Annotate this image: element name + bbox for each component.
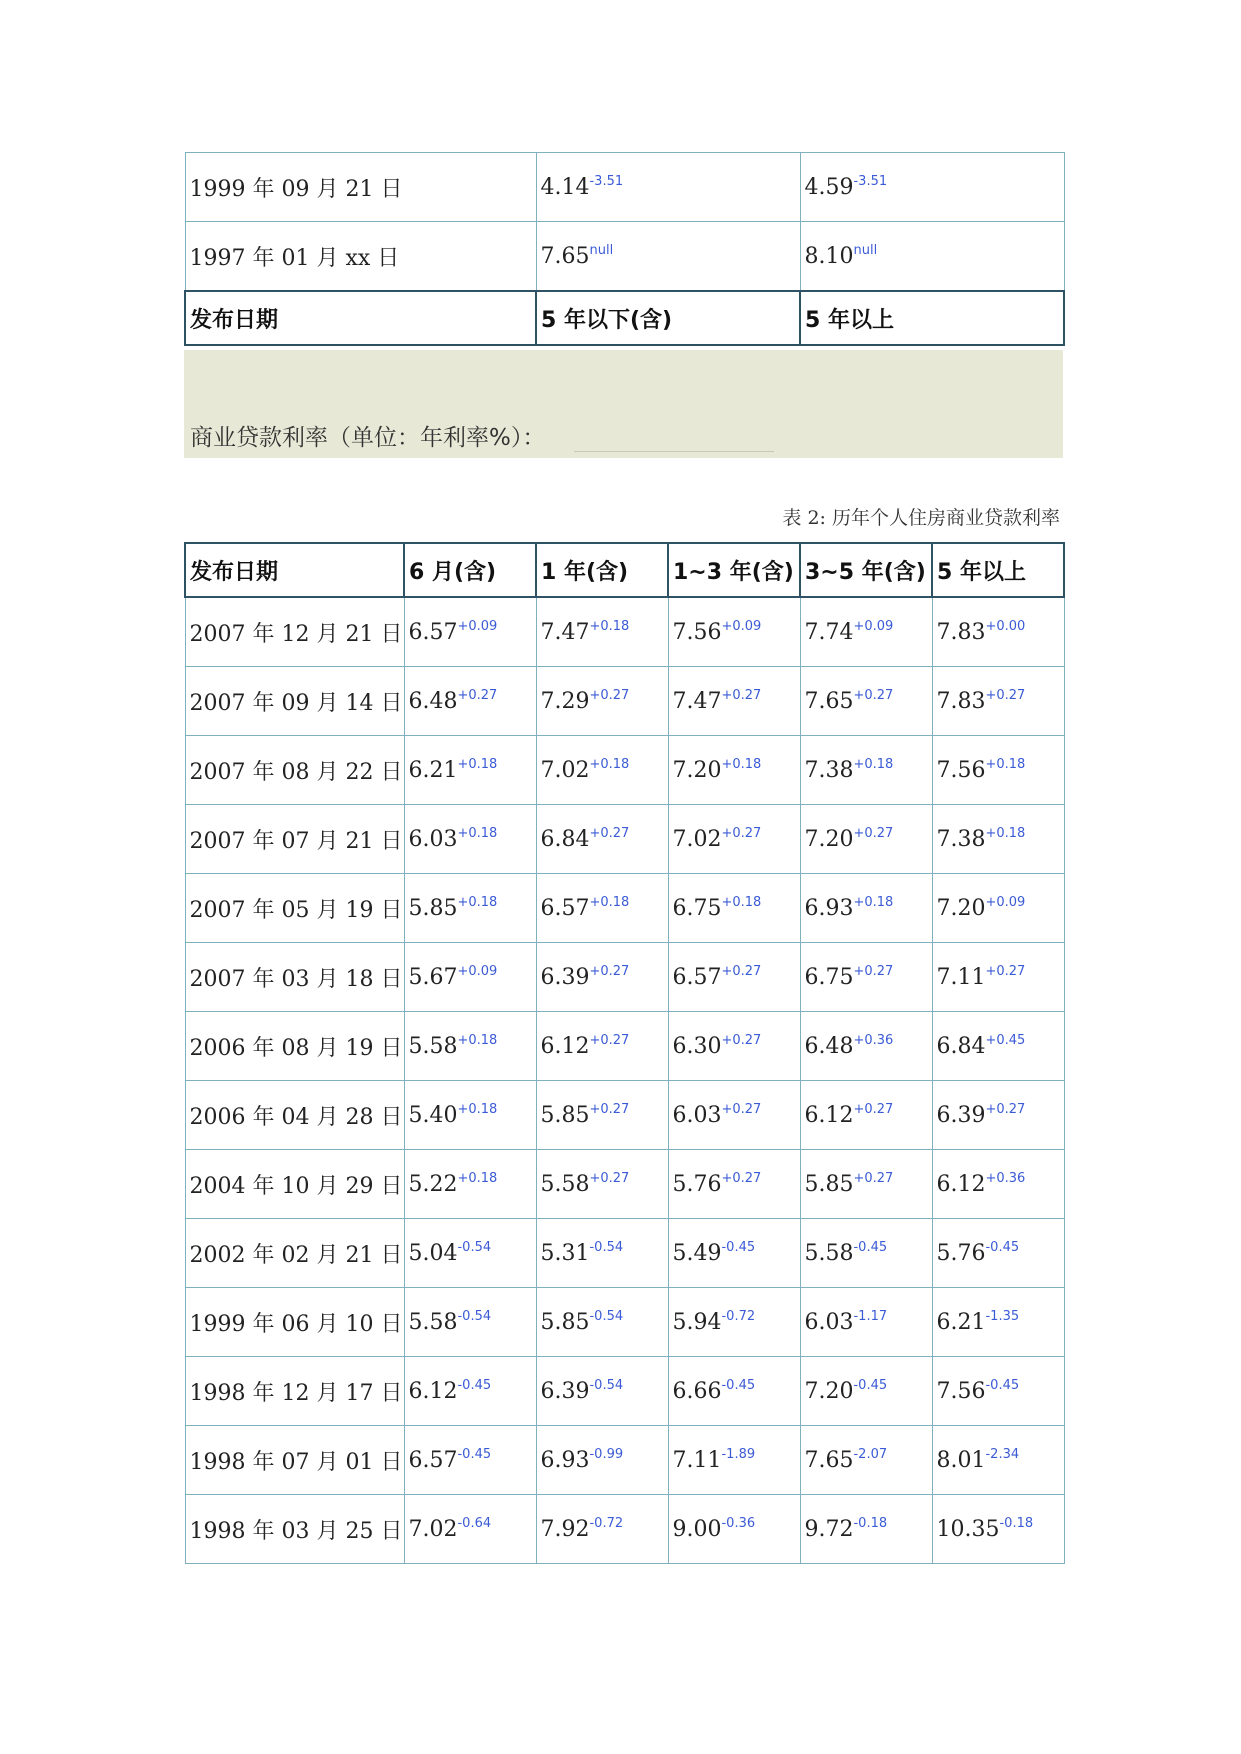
rate-value: 5.31 <box>540 1241 590 1266</box>
date-cell: 2007 年 12 月 21 日 <box>185 597 404 667</box>
rate-change: +0.18 <box>589 895 630 910</box>
rate-change: +0.09 <box>457 619 498 634</box>
rate-change: +0.18 <box>457 826 498 841</box>
rate-change: +0.45 <box>985 1033 1026 1048</box>
rate-value: 5.58 <box>540 1172 590 1197</box>
rate-value: 5.22 <box>408 1172 458 1197</box>
rate-change: -3.51 <box>853 174 888 189</box>
rate-value: 9.00 <box>672 1517 722 1542</box>
date-cell: 1998 年 07 月 01 日 <box>185 1426 404 1495</box>
table-row <box>185 874 1064 943</box>
section-banner <box>184 350 1063 458</box>
section-title: 商业贷款利率（单位：年利率%）： <box>190 425 546 451</box>
rate-cell <box>536 1012 668 1081</box>
rate-cell <box>932 1081 1064 1150</box>
rate-change: -0.54 <box>589 1309 624 1324</box>
rate-change: -1.89 <box>721 1447 756 1462</box>
rate-cell <box>668 874 800 943</box>
rate-value: 6.21 <box>936 1310 986 1335</box>
table-row <box>185 667 1064 736</box>
rate-cell <box>668 1288 800 1357</box>
column-header: 6 月(含) <box>404 543 536 597</box>
rate-cell <box>932 667 1064 736</box>
rate-change: +0.27 <box>457 688 498 703</box>
rate-value: 6.12 <box>936 1172 986 1197</box>
rate-cell <box>668 1495 800 1564</box>
rate-change: -0.45 <box>853 1240 888 1255</box>
date-cell: 2007 年 07 月 21 日 <box>185 805 404 874</box>
rate-change: +0.27 <box>589 826 630 841</box>
rate-change: +0.27 <box>985 1102 1026 1117</box>
rate-value: 7.47 <box>540 620 590 645</box>
table-caption: 表 2: 历年个人住房商业贷款利率 <box>782 507 1060 529</box>
date-cell: 2007 年 03 月 18 日 <box>185 943 404 1012</box>
rate-change: +0.00 <box>985 619 1026 634</box>
rate-value: 7.20 <box>804 827 854 852</box>
rate-value: 6.39 <box>540 965 590 990</box>
rate-value: 7.47 <box>672 689 722 714</box>
rate-value: 9.72 <box>804 1517 854 1542</box>
rate-value: 5.85 <box>804 1172 854 1197</box>
rate-cell <box>404 1288 536 1357</box>
rate-value: 7.56 <box>672 620 722 645</box>
rate-value: 6.03 <box>672 1103 722 1128</box>
rate-cell <box>932 1426 1064 1495</box>
rate-cell <box>932 1219 1064 1288</box>
date-cell: 2007 年 09 月 14 日 <box>185 667 404 736</box>
rate-value: 6.84 <box>936 1034 986 1059</box>
rate-change: -0.72 <box>721 1309 756 1324</box>
rate-cell <box>932 1150 1064 1219</box>
rate-change: +0.18 <box>985 757 1026 772</box>
rate-cell <box>800 1288 932 1357</box>
rate-value: 6.93 <box>804 896 854 921</box>
rate-value: 5.85 <box>540 1310 590 1335</box>
rate-cell <box>404 1426 536 1495</box>
rate-value: 7.20 <box>672 758 722 783</box>
rate-cell <box>800 1495 932 1564</box>
rate-change: null <box>853 243 878 258</box>
rate-cell <box>800 1426 932 1495</box>
rate-change: -0.64 <box>457 1516 492 1531</box>
rate-change: -0.45 <box>721 1240 756 1255</box>
rate-change: -2.34 <box>985 1447 1020 1462</box>
rate-cell <box>536 153 800 222</box>
rate-value: 7.83 <box>936 689 986 714</box>
rate-cell <box>536 1357 668 1426</box>
rate-cell <box>932 1495 1064 1564</box>
rate-cell <box>668 1012 800 1081</box>
table-row <box>185 1357 1064 1426</box>
rate-change: +0.27 <box>853 1102 894 1117</box>
rate-change: +0.18 <box>589 757 630 772</box>
rate-cell <box>404 1495 536 1564</box>
rate-change: -1.17 <box>853 1309 888 1324</box>
column-header: 5 年以上 <box>800 291 1064 345</box>
rate-value: 6.03 <box>408 827 458 852</box>
rate-cell <box>668 667 800 736</box>
rate-value: 6.12 <box>804 1103 854 1128</box>
rate-change: +0.27 <box>589 688 630 703</box>
rate-change: -0.54 <box>457 1309 492 1324</box>
rate-value: 7.02 <box>672 827 722 852</box>
rate-change: +0.27 <box>985 964 1026 979</box>
commercial-loan-rate-table <box>184 542 1065 1564</box>
rate-change: -2.07 <box>853 1447 888 1462</box>
rate-change: +0.09 <box>457 964 498 979</box>
rate-change: -0.54 <box>457 1240 492 1255</box>
rate-change: +0.18 <box>985 826 1026 841</box>
rate-value: 8.10 <box>804 244 854 269</box>
rate-cell <box>536 1219 668 1288</box>
rate-cell <box>932 1357 1064 1426</box>
rate-change: +0.09 <box>985 895 1026 910</box>
rate-change: +0.18 <box>457 1171 498 1186</box>
column-header: 5 年以下(含) <box>536 291 800 345</box>
date-cell: 2006 年 08 月 19 日 <box>185 1012 404 1081</box>
column-header: 发布日期 <box>185 291 536 345</box>
rate-change: +0.36 <box>985 1171 1026 1186</box>
rate-value: 5.58 <box>408 1310 458 1335</box>
rate-change: -0.54 <box>589 1378 624 1393</box>
rate-cell <box>932 736 1064 805</box>
rate-cell <box>932 597 1064 667</box>
rate-change: -0.18 <box>999 1516 1034 1531</box>
rate-cell <box>668 1357 800 1426</box>
rate-change: -0.45 <box>985 1378 1020 1393</box>
rate-cell <box>536 736 668 805</box>
rate-value: 5.94 <box>672 1310 722 1335</box>
rate-value: 7.92 <box>540 1517 590 1542</box>
rate-value: 7.11 <box>936 965 986 990</box>
rate-value: 5.85 <box>540 1103 590 1128</box>
date-cell: 2007 年 08 月 22 日 <box>185 736 404 805</box>
rate-change: -0.36 <box>721 1516 756 1531</box>
rate-change: -0.18 <box>853 1516 888 1531</box>
rate-cell <box>536 222 800 292</box>
rate-value: 6.66 <box>672 1379 722 1404</box>
rate-value: 7.74 <box>804 620 854 645</box>
rate-value: 5.58 <box>408 1034 458 1059</box>
rate-value: 6.75 <box>672 896 722 921</box>
rate-change: +0.18 <box>589 619 630 634</box>
rate-cell <box>800 667 932 736</box>
table-row <box>185 1012 1064 1081</box>
rate-value: 6.93 <box>540 1448 590 1473</box>
rate-value: 4.59 <box>804 175 854 200</box>
rate-change: +0.18 <box>457 1102 498 1117</box>
rate-change: +0.18 <box>721 757 762 772</box>
rate-change: +0.27 <box>721 1171 762 1186</box>
rate-value: 5.85 <box>408 896 458 921</box>
rate-value: 7.38 <box>804 758 854 783</box>
rate-change: -0.45 <box>721 1378 756 1393</box>
rate-cell <box>668 1426 800 1495</box>
rate-value: 7.29 <box>540 689 590 714</box>
rate-change: +0.36 <box>853 1033 894 1048</box>
rate-cell <box>404 1012 536 1081</box>
rate-value: 6.48 <box>804 1034 854 1059</box>
rate-change: -0.54 <box>589 1240 624 1255</box>
rate-change: +0.27 <box>853 688 894 703</box>
rate-value: 7.83 <box>936 620 986 645</box>
table-row <box>185 736 1064 805</box>
table-row <box>185 1495 1064 1564</box>
header-row <box>185 543 1064 597</box>
rate-cell <box>800 1081 932 1150</box>
rate-value: 7.20 <box>804 1379 854 1404</box>
date-cell: 2007 年 05 月 19 日 <box>185 874 404 943</box>
rate-value: 6.39 <box>540 1379 590 1404</box>
rate-value: 7.02 <box>540 758 590 783</box>
table-row <box>185 1426 1064 1495</box>
rate-value: 6.39 <box>936 1103 986 1128</box>
rate-cell <box>668 1219 800 1288</box>
rate-value: 7.56 <box>936 758 986 783</box>
rate-cell <box>800 222 1064 292</box>
rate-change: +0.27 <box>853 1171 894 1186</box>
rate-change: +0.27 <box>589 964 630 979</box>
table-row <box>185 1150 1064 1219</box>
date-cell: 1999 年 09 月 21 日 <box>185 153 536 222</box>
rate-cell <box>800 805 932 874</box>
rate-change: -0.45 <box>457 1378 492 1393</box>
rate-change: +0.27 <box>721 826 762 841</box>
rate-cell <box>800 943 932 1012</box>
rate-change: +0.27 <box>589 1033 630 1048</box>
rate-cell <box>800 1357 932 1426</box>
rate-change: +0.09 <box>721 619 762 634</box>
rate-value: 7.11 <box>672 1448 722 1473</box>
column-header: 5 年以上 <box>932 543 1064 597</box>
rate-value: 6.12 <box>408 1379 458 1404</box>
rate-value: 6.75 <box>804 965 854 990</box>
rate-cell <box>536 667 668 736</box>
rate-change: -1.35 <box>985 1309 1020 1324</box>
rate-cell <box>668 1150 800 1219</box>
rate-value: 6.48 <box>408 689 458 714</box>
date-cell: 1998 年 12 月 17 日 <box>185 1357 404 1426</box>
rate-value: 7.65 <box>804 689 854 714</box>
rate-change: +0.27 <box>589 1102 630 1117</box>
rate-cell <box>536 943 668 1012</box>
rate-value: 7.38 <box>936 827 986 852</box>
rate-value: 5.76 <box>936 1241 986 1266</box>
rate-change: +0.27 <box>721 1102 762 1117</box>
table-row <box>185 153 1064 222</box>
date-cell: 2006 年 04 月 28 日 <box>185 1081 404 1150</box>
rate-change: +0.27 <box>853 964 894 979</box>
rate-value: 7.65 <box>540 244 590 269</box>
rate-change: +0.18 <box>853 757 894 772</box>
rate-change: +0.09 <box>853 619 894 634</box>
rate-value: 5.76 <box>672 1172 722 1197</box>
rate-cell <box>932 805 1064 874</box>
rate-cell <box>404 943 536 1012</box>
rate-cell <box>800 874 932 943</box>
rate-value: 10.35 <box>936 1517 1000 1542</box>
rate-change: +0.18 <box>853 895 894 910</box>
date-cell: 2004 年 10 月 29 日 <box>185 1150 404 1219</box>
date-cell: 2002 年 02 月 21 日 <box>185 1219 404 1288</box>
rate-value: 8.01 <box>936 1448 986 1473</box>
rate-value: 6.21 <box>408 758 458 783</box>
rate-value: 6.57 <box>672 965 722 990</box>
rate-change: -0.45 <box>457 1447 492 1462</box>
rate-value: 6.57 <box>540 896 590 921</box>
rate-cell <box>800 1150 932 1219</box>
rate-cell <box>536 874 668 943</box>
rate-cell <box>536 597 668 667</box>
rate-change: +0.18 <box>457 1033 498 1048</box>
rate-change: -3.51 <box>589 174 624 189</box>
rate-cell <box>668 1081 800 1150</box>
rate-value: 5.49 <box>672 1241 722 1266</box>
rate-cell <box>404 736 536 805</box>
rate-value: 7.20 <box>936 896 986 921</box>
rate-change: -0.72 <box>589 1516 624 1531</box>
rate-cell <box>404 1357 536 1426</box>
rate-change: +0.27 <box>589 1171 630 1186</box>
rate-change: -0.99 <box>589 1447 624 1462</box>
rate-value: 5.67 <box>408 965 458 990</box>
column-header: 1 年(含) <box>536 543 668 597</box>
rate-value: 6.57 <box>408 620 458 645</box>
rate-change: +0.18 <box>721 895 762 910</box>
rate-change: +0.27 <box>853 826 894 841</box>
rate-cell <box>932 1288 1064 1357</box>
rate-cell <box>932 874 1064 943</box>
housing-fund-rate-table <box>184 152 1065 346</box>
rate-cell <box>404 805 536 874</box>
rate-change: +0.27 <box>721 688 762 703</box>
table-row <box>185 943 1064 1012</box>
rate-value: 6.30 <box>672 1034 722 1059</box>
rate-change: +0.18 <box>457 757 498 772</box>
rate-cell <box>800 1012 932 1081</box>
rate-value: 7.02 <box>408 1517 458 1542</box>
rate-cell <box>404 597 536 667</box>
rate-change: +0.18 <box>457 895 498 910</box>
rate-cell <box>668 943 800 1012</box>
rate-cell <box>932 1012 1064 1081</box>
rate-cell <box>536 805 668 874</box>
rate-cell <box>404 667 536 736</box>
rate-cell <box>404 1219 536 1288</box>
rate-value: 6.03 <box>804 1310 854 1335</box>
table-row <box>185 597 1064 667</box>
rate-change: +0.27 <box>721 964 762 979</box>
column-header: 1~3 年(含) <box>668 543 800 597</box>
rate-value: 5.04 <box>408 1241 458 1266</box>
rate-cell <box>800 153 1064 222</box>
table-row <box>185 222 1064 292</box>
date-cell: 1998 年 03 月 25 日 <box>185 1495 404 1564</box>
rate-change: +0.27 <box>721 1033 762 1048</box>
rate-value: 6.84 <box>540 827 590 852</box>
rate-change: +0.27 <box>985 688 1026 703</box>
rate-value: 5.58 <box>804 1241 854 1266</box>
rate-cell <box>800 597 932 667</box>
rate-change: -0.45 <box>853 1378 888 1393</box>
table-row <box>185 805 1064 874</box>
rate-cell <box>536 1150 668 1219</box>
rate-value: 5.40 <box>408 1103 458 1128</box>
rate-cell <box>536 1081 668 1150</box>
rate-cell <box>404 874 536 943</box>
rate-value: 6.57 <box>408 1448 458 1473</box>
rate-cell <box>536 1426 668 1495</box>
rate-cell <box>404 1150 536 1219</box>
rate-cell <box>800 1219 932 1288</box>
rate-cell <box>932 943 1064 1012</box>
table-row <box>185 1219 1064 1288</box>
rate-change: null <box>589 243 614 258</box>
table-row <box>185 1288 1064 1357</box>
date-cell: 1999 年 06 月 10 日 <box>185 1288 404 1357</box>
rate-value: 4.14 <box>540 175 590 200</box>
column-header: 3~5 年(含) <box>800 543 932 597</box>
rate-cell <box>668 597 800 667</box>
table-row <box>185 1081 1064 1150</box>
rate-cell <box>404 1081 536 1150</box>
rate-value: 7.65 <box>804 1448 854 1473</box>
column-header: 发布日期 <box>185 543 404 597</box>
rate-cell <box>668 736 800 805</box>
rate-cell <box>800 736 932 805</box>
divider <box>574 451 774 452</box>
rate-cell <box>668 805 800 874</box>
rate-cell <box>536 1288 668 1357</box>
rate-value: 6.12 <box>540 1034 590 1059</box>
rate-value: 7.56 <box>936 1379 986 1404</box>
rate-cell <box>536 1495 668 1564</box>
header-row <box>185 291 1064 345</box>
rate-change: -0.45 <box>985 1240 1020 1255</box>
date-cell: 1997 年 01 月 xx 日 <box>185 222 536 292</box>
